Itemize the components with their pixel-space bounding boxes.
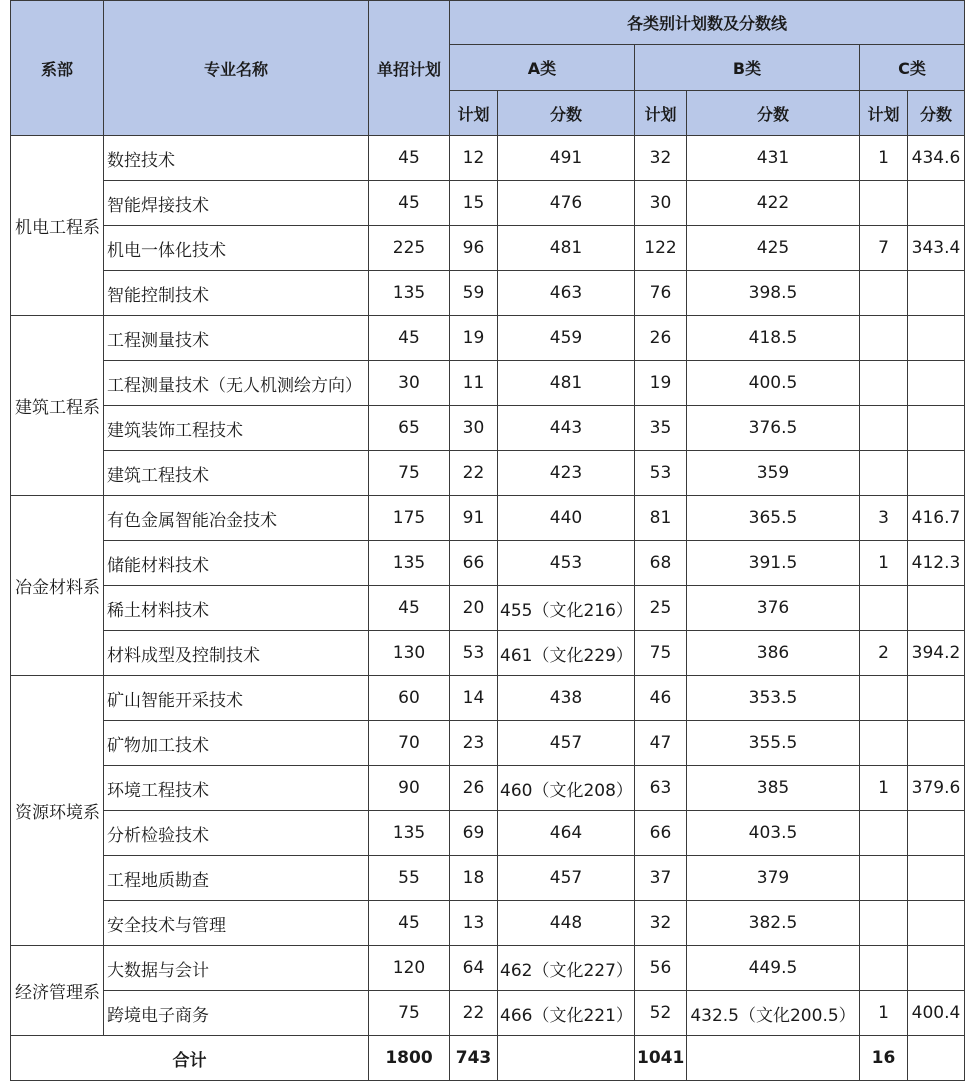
total-b-plan: 1041 bbox=[635, 1036, 687, 1081]
plan-cell: 120 bbox=[369, 946, 450, 991]
plan-cell: 45 bbox=[369, 316, 450, 361]
c-score-cell bbox=[908, 361, 965, 406]
table-row bbox=[11, 316, 965, 361]
total-label: 合计 bbox=[11, 1036, 369, 1081]
dept-cell: 机电工程系 bbox=[11, 136, 104, 316]
c-plan-cell bbox=[860, 811, 908, 856]
a-score-cell: 440 bbox=[498, 496, 635, 541]
table-row bbox=[11, 811, 965, 856]
b-score-cell: 398.5 bbox=[687, 271, 860, 316]
a-score-cell: 457 bbox=[498, 856, 635, 901]
c-plan-cell bbox=[860, 586, 908, 631]
major-cell: 工程测量技术 bbox=[104, 316, 369, 361]
a-score-cell: 459 bbox=[498, 316, 635, 361]
a-plan-cell: 96 bbox=[450, 226, 498, 271]
b-score-cell: 422 bbox=[687, 181, 860, 226]
b-score-cell: 355.5 bbox=[687, 721, 860, 766]
plan-cell: 60 bbox=[369, 676, 450, 721]
b-plan-cell: 26 bbox=[635, 316, 687, 361]
plan-cell: 70 bbox=[369, 721, 450, 766]
header-categories: 各类别计划数及分数线 bbox=[450, 1, 965, 45]
c-score-cell: 379.6 bbox=[908, 766, 965, 811]
plan-cell: 30 bbox=[369, 361, 450, 406]
major-cell: 机电一体化技术 bbox=[104, 226, 369, 271]
header-dept: 系部 bbox=[11, 1, 104, 136]
major-cell: 环境工程技术 bbox=[104, 766, 369, 811]
major-cell: 材料成型及控制技术 bbox=[104, 631, 369, 676]
b-plan-cell: 81 bbox=[635, 496, 687, 541]
header-a-score: 分数 bbox=[498, 91, 635, 136]
c-score-cell: 400.4 bbox=[908, 991, 965, 1036]
major-cell: 建筑装饰工程技术 bbox=[104, 406, 369, 451]
a-plan-cell: 69 bbox=[450, 811, 498, 856]
header-b-score: 分数 bbox=[687, 91, 860, 136]
b-score-cell: 449.5 bbox=[687, 946, 860, 991]
a-score-cell: 464 bbox=[498, 811, 635, 856]
b-score-cell: 425 bbox=[687, 226, 860, 271]
table-row bbox=[11, 676, 965, 721]
c-score-cell: 412.3 bbox=[908, 541, 965, 586]
total-a-plan: 743 bbox=[450, 1036, 498, 1081]
b-score-cell: 376 bbox=[687, 586, 860, 631]
a-plan-cell: 64 bbox=[450, 946, 498, 991]
table-row bbox=[11, 586, 965, 631]
a-score-cell: 438 bbox=[498, 676, 635, 721]
b-score-cell: 376.5 bbox=[687, 406, 860, 451]
dept-cell: 冶金材料系 bbox=[11, 496, 104, 676]
c-score-cell: 434.6 bbox=[908, 136, 965, 181]
table-row bbox=[11, 406, 965, 451]
b-score-cell: 418.5 bbox=[687, 316, 860, 361]
a-plan-cell: 14 bbox=[450, 676, 498, 721]
table-row bbox=[11, 946, 965, 991]
a-plan-cell: 91 bbox=[450, 496, 498, 541]
b-score-cell: 403.5 bbox=[687, 811, 860, 856]
b-plan-cell: 66 bbox=[635, 811, 687, 856]
plan-cell: 90 bbox=[369, 766, 450, 811]
b-plan-cell: 122 bbox=[635, 226, 687, 271]
total-c-score bbox=[908, 1036, 965, 1081]
c-score-cell bbox=[908, 901, 965, 946]
b-plan-cell: 37 bbox=[635, 856, 687, 901]
major-cell: 工程测量技术（无人机测绘方向） bbox=[104, 361, 369, 406]
c-plan-cell bbox=[860, 316, 908, 361]
plan-cell: 135 bbox=[369, 541, 450, 586]
dept-cell: 资源环境系 bbox=[11, 676, 104, 946]
b-score-cell: 385 bbox=[687, 766, 860, 811]
b-score-cell: 400.5 bbox=[687, 361, 860, 406]
a-score-cell: 423 bbox=[498, 451, 635, 496]
a-plan-cell: 15 bbox=[450, 181, 498, 226]
a-score-cell: 466（文化221） bbox=[498, 991, 635, 1036]
table-row bbox=[11, 226, 965, 271]
c-score-cell bbox=[908, 856, 965, 901]
major-cell: 工程地质勘查 bbox=[104, 856, 369, 901]
plan-cell: 130 bbox=[369, 631, 450, 676]
table-row bbox=[11, 496, 965, 541]
b-plan-cell: 32 bbox=[635, 136, 687, 181]
a-plan-cell: 53 bbox=[450, 631, 498, 676]
c-score-cell bbox=[908, 586, 965, 631]
a-plan-cell: 19 bbox=[450, 316, 498, 361]
c-score-cell bbox=[908, 676, 965, 721]
major-cell: 有色金属智能冶金技术 bbox=[104, 496, 369, 541]
header-a-class: A类 bbox=[450, 45, 635, 91]
c-score-cell: 416.7 bbox=[908, 496, 965, 541]
a-score-cell: 481 bbox=[498, 361, 635, 406]
major-cell: 矿物加工技术 bbox=[104, 721, 369, 766]
total-a-score bbox=[498, 1036, 635, 1081]
b-score-cell: 365.5 bbox=[687, 496, 860, 541]
plan-cell: 75 bbox=[369, 991, 450, 1036]
major-cell: 智能焊接技术 bbox=[104, 181, 369, 226]
b-score-cell: 432.5（文化200.5） bbox=[687, 991, 860, 1036]
c-score-cell: 394.2 bbox=[908, 631, 965, 676]
b-score-cell: 431 bbox=[687, 136, 860, 181]
total-c-plan: 16 bbox=[860, 1036, 908, 1081]
table-row bbox=[11, 631, 965, 676]
a-plan-cell: 12 bbox=[450, 136, 498, 181]
a-score-cell: 481 bbox=[498, 226, 635, 271]
header-b-plan: 计划 bbox=[635, 91, 687, 136]
plan-cell: 135 bbox=[369, 811, 450, 856]
table-row bbox=[11, 361, 965, 406]
a-score-cell: 461（文化229） bbox=[498, 631, 635, 676]
major-cell: 矿山智能开采技术 bbox=[104, 676, 369, 721]
b-score-cell: 359 bbox=[687, 451, 860, 496]
c-score-cell bbox=[908, 316, 965, 361]
b-plan-cell: 56 bbox=[635, 946, 687, 991]
table-row bbox=[11, 721, 965, 766]
c-plan-cell bbox=[860, 901, 908, 946]
c-score-cell bbox=[908, 811, 965, 856]
b-plan-cell: 68 bbox=[635, 541, 687, 586]
c-score-cell bbox=[908, 406, 965, 451]
c-score-cell bbox=[908, 181, 965, 226]
header-c-score: 分数 bbox=[908, 91, 965, 136]
plan-cell: 135 bbox=[369, 271, 450, 316]
a-plan-cell: 22 bbox=[450, 991, 498, 1036]
a-score-cell: 463 bbox=[498, 271, 635, 316]
c-plan-cell: 1 bbox=[860, 541, 908, 586]
a-plan-cell: 30 bbox=[450, 406, 498, 451]
major-cell: 数控技术 bbox=[104, 136, 369, 181]
a-plan-cell: 66 bbox=[450, 541, 498, 586]
c-score-cell bbox=[908, 946, 965, 991]
a-plan-cell: 23 bbox=[450, 721, 498, 766]
table-row bbox=[11, 856, 965, 901]
plan-cell: 75 bbox=[369, 451, 450, 496]
a-score-cell: 453 bbox=[498, 541, 635, 586]
plan-cell: 65 bbox=[369, 406, 450, 451]
table-body bbox=[11, 136, 965, 1036]
header-c-class: C类 bbox=[860, 45, 965, 91]
table-row bbox=[11, 991, 965, 1036]
b-score-cell: 379 bbox=[687, 856, 860, 901]
a-score-cell: 455（文化216） bbox=[498, 586, 635, 631]
a-score-cell: 491 bbox=[498, 136, 635, 181]
c-plan-cell bbox=[860, 181, 908, 226]
c-plan-cell bbox=[860, 946, 908, 991]
b-score-cell: 391.5 bbox=[687, 541, 860, 586]
table-row bbox=[11, 541, 965, 586]
plan-cell: 45 bbox=[369, 901, 450, 946]
header-major: 专业名称 bbox=[104, 1, 369, 136]
enrollment-table bbox=[10, 0, 965, 1081]
plan-cell: 45 bbox=[369, 586, 450, 631]
a-score-cell: 476 bbox=[498, 181, 635, 226]
b-score-cell: 386 bbox=[687, 631, 860, 676]
b-plan-cell: 32 bbox=[635, 901, 687, 946]
c-plan-cell: 2 bbox=[860, 631, 908, 676]
table-row bbox=[11, 901, 965, 946]
major-cell: 智能控制技术 bbox=[104, 271, 369, 316]
plan-cell: 225 bbox=[369, 226, 450, 271]
plan-cell: 55 bbox=[369, 856, 450, 901]
c-plan-cell bbox=[860, 856, 908, 901]
total-plan: 1800 bbox=[369, 1036, 450, 1081]
table-row bbox=[11, 451, 965, 496]
plan-cell: 175 bbox=[369, 496, 450, 541]
a-plan-cell: 20 bbox=[450, 586, 498, 631]
a-score-cell: 443 bbox=[498, 406, 635, 451]
a-plan-cell: 59 bbox=[450, 271, 498, 316]
b-score-cell: 382.5 bbox=[687, 901, 860, 946]
major-cell: 跨境电子商务 bbox=[104, 991, 369, 1036]
c-plan-cell: 3 bbox=[860, 496, 908, 541]
major-cell: 安全技术与管理 bbox=[104, 901, 369, 946]
c-plan-cell bbox=[860, 361, 908, 406]
header-plan: 单招计划 bbox=[369, 1, 450, 136]
total-b-score bbox=[687, 1036, 860, 1081]
a-plan-cell: 22 bbox=[450, 451, 498, 496]
c-plan-cell: 1 bbox=[860, 766, 908, 811]
total-row bbox=[11, 1036, 965, 1081]
c-plan-cell: 7 bbox=[860, 226, 908, 271]
table-header bbox=[11, 1, 965, 136]
table-row bbox=[11, 136, 965, 181]
b-plan-cell: 47 bbox=[635, 721, 687, 766]
c-plan-cell bbox=[860, 721, 908, 766]
major-cell: 分析检验技术 bbox=[104, 811, 369, 856]
a-plan-cell: 11 bbox=[450, 361, 498, 406]
c-score-cell bbox=[908, 721, 965, 766]
b-plan-cell: 30 bbox=[635, 181, 687, 226]
b-plan-cell: 52 bbox=[635, 991, 687, 1036]
plan-cell: 45 bbox=[369, 136, 450, 181]
c-score-cell: 343.4 bbox=[908, 226, 965, 271]
b-score-cell: 353.5 bbox=[687, 676, 860, 721]
c-plan-cell bbox=[860, 406, 908, 451]
c-plan-cell: 1 bbox=[860, 991, 908, 1036]
a-plan-cell: 18 bbox=[450, 856, 498, 901]
major-cell: 稀土材料技术 bbox=[104, 586, 369, 631]
a-score-cell: 462（文化227） bbox=[498, 946, 635, 991]
b-plan-cell: 53 bbox=[635, 451, 687, 496]
c-score-cell bbox=[908, 271, 965, 316]
a-plan-cell: 26 bbox=[450, 766, 498, 811]
major-cell: 大数据与会计 bbox=[104, 946, 369, 991]
b-plan-cell: 19 bbox=[635, 361, 687, 406]
header-b-class: B类 bbox=[635, 45, 860, 91]
b-plan-cell: 75 bbox=[635, 631, 687, 676]
header-c-plan: 计划 bbox=[860, 91, 908, 136]
c-plan-cell: 1 bbox=[860, 136, 908, 181]
c-plan-cell bbox=[860, 676, 908, 721]
table-row bbox=[11, 181, 965, 226]
plan-cell: 45 bbox=[369, 181, 450, 226]
b-plan-cell: 76 bbox=[635, 271, 687, 316]
b-plan-cell: 35 bbox=[635, 406, 687, 451]
a-score-cell: 460（文化208） bbox=[498, 766, 635, 811]
c-plan-cell bbox=[860, 451, 908, 496]
a-score-cell: 457 bbox=[498, 721, 635, 766]
a-score-cell: 448 bbox=[498, 901, 635, 946]
table-row bbox=[11, 271, 965, 316]
b-plan-cell: 25 bbox=[635, 586, 687, 631]
major-cell: 建筑工程技术 bbox=[104, 451, 369, 496]
dept-cell: 经济管理系 bbox=[11, 946, 104, 1036]
c-plan-cell bbox=[860, 271, 908, 316]
dept-cell: 建筑工程系 bbox=[11, 316, 104, 496]
c-score-cell bbox=[908, 451, 965, 496]
b-plan-cell: 63 bbox=[635, 766, 687, 811]
major-cell: 储能材料技术 bbox=[104, 541, 369, 586]
b-plan-cell: 46 bbox=[635, 676, 687, 721]
table-footer bbox=[11, 1036, 965, 1081]
header-a-plan: 计划 bbox=[450, 91, 498, 136]
a-plan-cell: 13 bbox=[450, 901, 498, 946]
table-row bbox=[11, 766, 965, 811]
